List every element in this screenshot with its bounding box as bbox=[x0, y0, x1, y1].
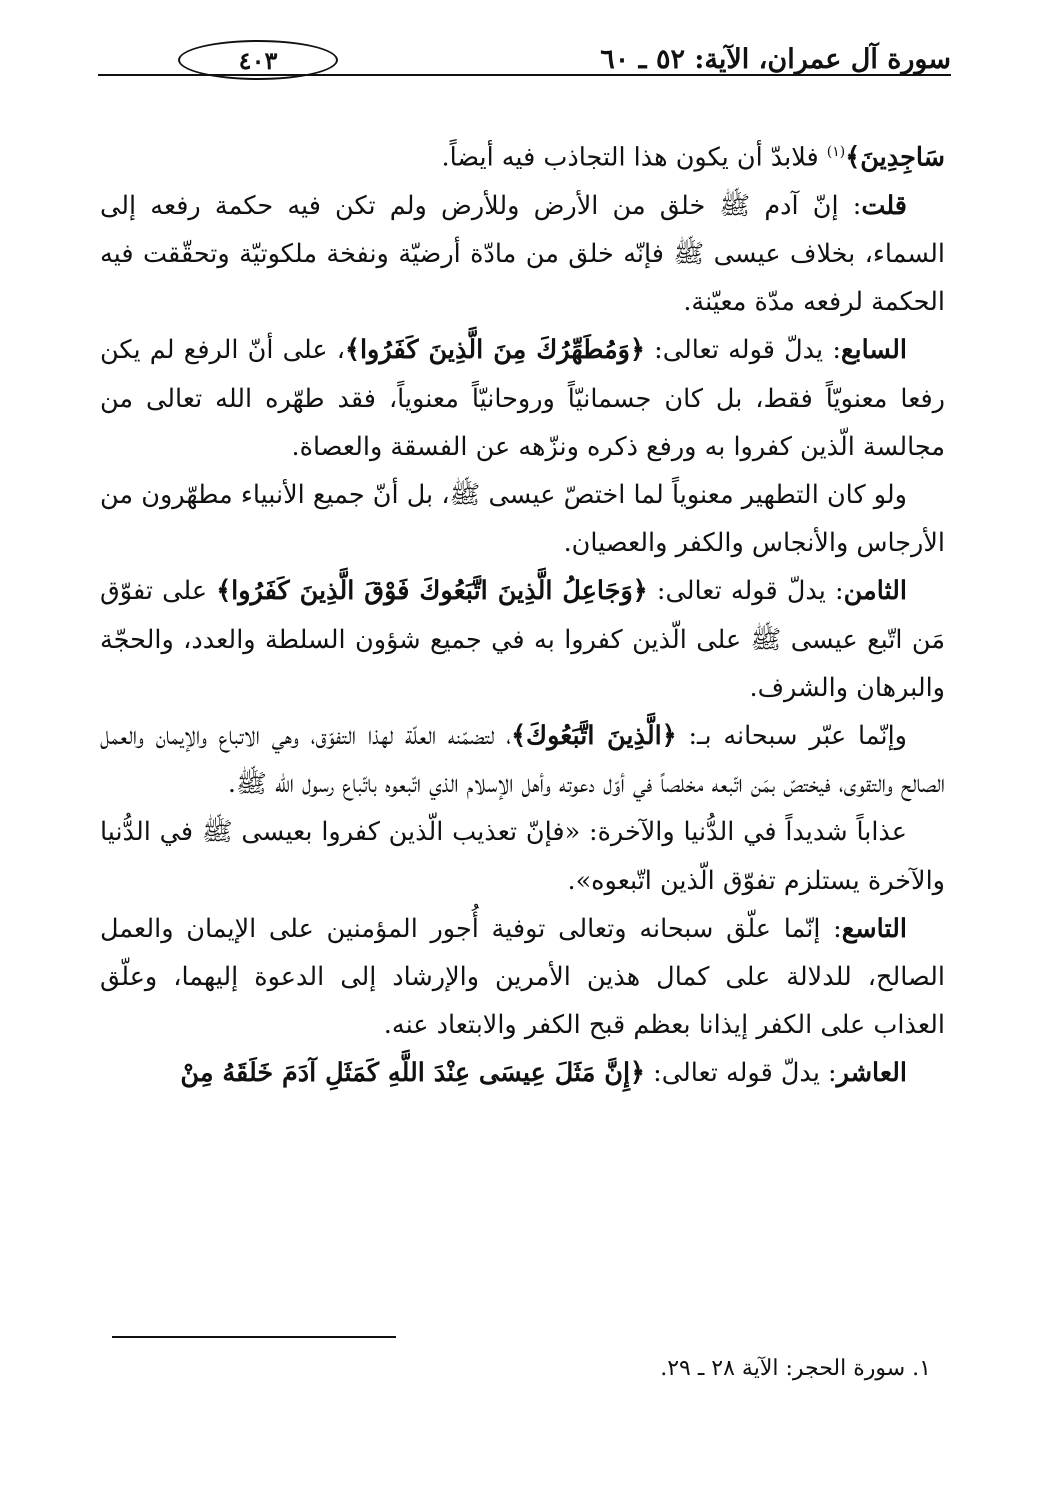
paragraph-text: ، على أنّ الرفع لم يكن رفعا معنويّاً فقط، بل كان جسمانيّاً وروحانيّاً معنوياً، فقد طهّره الله تعالى من مجالسة الّذين كفروا به ورفع ذكره ونزّهه عن الفسقة والعصاة. bbox=[100, 335, 945, 462]
paragraph-4 bbox=[100, 471, 945, 567]
paragraph-text: ، لتضمّنه العلّة لهذا التفوّق، وهي الاتباع والإيمان والعمل الصالح والتقوى، فيختصّ بمَن اتّبعه مخلصاً في أوّل دعوته وأهل الإسلام الذي اتّبعوه باتّباع رسول الله ﷺ. bbox=[100, 720, 945, 800]
paragraph-lead: الثامن bbox=[843, 576, 908, 607]
paragraph-3 bbox=[100, 326, 945, 471]
page-header bbox=[98, 38, 951, 88]
paragraph-text: على تفوّق مَن اتّبع عيسى ﷺ على الّذين كفروا به في جميع شؤون السلطة والعدد، والحجّة والبرهان والشرف. bbox=[100, 576, 945, 703]
quran-quote: ﴿وَجَاعِلُ الَّذِينَ اتَّبَعُوكَ فَوْقَ الَّذِينَ كَفَرُوا﴾ bbox=[216, 576, 648, 607]
paragraph-text: : يدلّ قوله تعالى: bbox=[644, 335, 841, 366]
paragraph-text: ولو كان التطهير معنوياً لما اختصّ عيسى ﷺ، بل أنّ جميع الأنبياء مطهّرون من الأرجاس والأنجاس والكفر والعصيان. bbox=[100, 479, 945, 559]
running-title: سورة آل عمران، الآية: ٥٢ ـ ٦٠ bbox=[600, 44, 951, 75]
paragraph-text: : يدلّ قوله تعالى: bbox=[645, 1058, 837, 1089]
paragraph-text: عذاباً شديداً في الدُّنيا والآخرة: «فإنّ تعذيب الّذين كفروا بعيسى ﷺ في الدُّنيا والآخرة يستلزم تفوّق الّذين اتّبعوه». bbox=[100, 817, 945, 896]
quran-quote: ﴿وَمُطَهِّرُكَ مِنَ الَّذِينَ كَفَرُوا﴾ bbox=[345, 335, 645, 366]
paragraph-8 bbox=[100, 905, 945, 1050]
page-number: ٤٠٣ bbox=[178, 40, 338, 80]
header-rule bbox=[98, 74, 951, 76]
paragraph-5 bbox=[100, 567, 945, 712]
quran-quote: ﴿الَّذِينَ اتَّبَعُوكَ﴾ bbox=[511, 720, 677, 751]
paragraph-lead: التاسع bbox=[841, 913, 907, 944]
footnote: ١. سورة الحجر: الآية ٢٨ ـ ٢٩. bbox=[660, 1356, 931, 1381]
paragraph-text: : إنّ آدم ﷺ خلق من الأرض وللأرض ولم تكن فيه حكمة رفعه إلى السماء، بخلاف عيسى ﷺ فإنّه خلق من مادّة أرضيّة ونفخة ملكوتيّة وتحقّقت فيه الحكمة لرفعه مدّة معيّنة. bbox=[100, 190, 945, 318]
footnote-rule bbox=[112, 1336, 396, 1338]
paragraph-lead: العاشر bbox=[836, 1058, 907, 1089]
main-text bbox=[100, 128, 945, 1098]
paragraph-1 bbox=[100, 128, 945, 182]
paragraph-lead: السابع bbox=[840, 335, 907, 366]
footnote-ref: (١) bbox=[826, 144, 846, 160]
paragraph-2 bbox=[100, 182, 945, 327]
paragraph-text: : يدلّ قوله تعالى: bbox=[647, 576, 844, 607]
paragraph-7 bbox=[100, 808, 945, 904]
paragraph-lead: قلت bbox=[861, 190, 907, 221]
quran-quote: ﴿إِنَّ مَثَلَ عِيسَى عِنْدَ اللَّهِ كَمَثَلِ آدَمَ خَلَقَهُ مِنْ bbox=[180, 1058, 645, 1089]
quran-quote: سَاجِدِينَ﴾ bbox=[845, 142, 945, 173]
paragraph-6 bbox=[100, 712, 945, 808]
paragraph-9 bbox=[100, 1049, 945, 1097]
paragraph-text: : إنّما علّق سبحانه وتعالى توفية أُجور المؤمنين على الإيمان والعمل الصالح، للدلالة على كمال هذين الأمرين والإرشاد إلى الدعوة إليهما، وعلّق العذاب على الكفر إيذانا بعظم قبح الكفر والابتعاد عنه. bbox=[100, 913, 945, 1041]
paragraph-text: فلابدّ أن يكون هذا التجاذب فيه أيضاً. bbox=[441, 142, 827, 173]
paragraph-text: وإنّما عبّر سبحانه بـ: bbox=[676, 720, 907, 751]
